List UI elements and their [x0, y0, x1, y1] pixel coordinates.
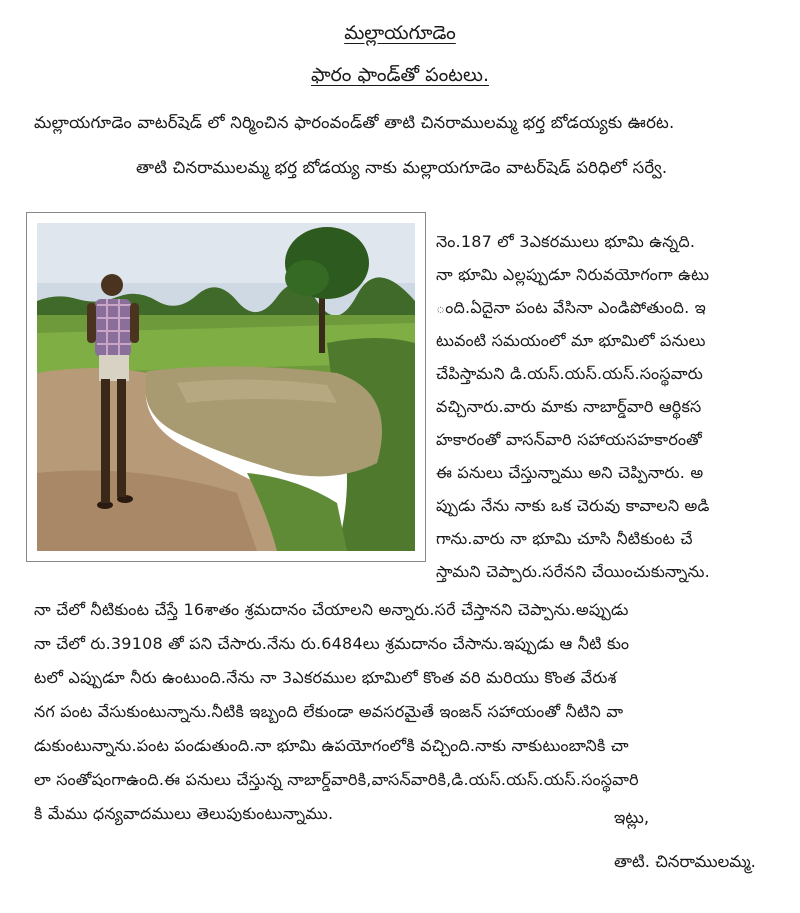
- intro-line: మల్లాయగూడెం వాటర్‌షెడ్ లో నిర్మించిన ఫారంవండ్‌తో తాటి చినరాములమ్మ భర్త బోడయ్యకు ఊరట.: [34, 113, 675, 132]
- body-line: లా సంతోషంగాఉంది.ఈ పనులు చేస్తున్న నాబార్డ్‌వారికి,వాసన్‌వారికి,డి.యస్.యస్.యస్.సంస్థవారి: [34, 770, 639, 789]
- document-subtitle: ఫారం ఫాండ్‌తో పంటలు.: [310, 64, 490, 86]
- side-line: చేపిస్తామని డి.యస్.యస్.యస్.సంస్థవారు: [436, 364, 703, 383]
- side-line: ంది.ఏదైనా పంట వేసినా ఎండిపోతుంది. ఇ: [436, 298, 706, 317]
- survey-line: తాటి చినరాములమ్మ భర్త బోడయ్య నాకు మల్లాయగూడెం వాటర్‌షెడ్ పరిధిలో సర్వే.: [136, 158, 668, 177]
- document-title: మల్లాయగూడెం: [344, 22, 456, 44]
- body-line: నా చేలో నీటికుంట చేస్తే 16శాతం శ్రమదానం చేయాలని అన్నారు.సరే చేస్తానని చెప్పాను.అప్పుడు: [34, 600, 629, 619]
- body-line: నా చేలో రు.39108 తో పని చేసారు.నేను రు.6484లు శ్రమదానం చేసాను.ఇప్పుడు ఆ నీటి కుం: [34, 634, 630, 653]
- body-line: డుకుంటున్నాను.పంట పండుతుంది.నా భూమి ఉపయోగంలోకి వచ్చింది.నాకు నాకుటుంబానికి చా: [34, 736, 629, 755]
- farm-pond-photo-illustration: [37, 223, 415, 551]
- side-line: గాను.వారు నా భూమి చూసి నీటికుంట చే: [436, 529, 693, 548]
- body-line: కి మేము ధన్యవాదములు తెలుపుకుంటున్నాము.: [34, 804, 334, 823]
- farm-pond-photo: [26, 212, 426, 562]
- side-line: ప్పుడు నేను నాకు ఒక చెరువు కావాలని అడి: [436, 496, 710, 515]
- side-line: టువంటి సమయంలో మా భూమిలో పనులు: [436, 331, 706, 350]
- side-line: నెం.187 లో 3ఎకరములు భూమి ఉన్నది.: [436, 232, 696, 251]
- side-line: నా భూమి ఎల్లప్పుడూ నిరువయోగంగా ఉటు: [436, 265, 710, 284]
- body-line: టలో ఎప్పుడూ నీరు ఉంటుంది.నేను నా 3ఎకరముల భూమిలో కొంత వరి మరియు కొంత వేరుశ: [34, 668, 617, 687]
- side-line: హకారంతో వాసన్‌వారి సహాయసహకారంతో: [436, 430, 702, 449]
- side-line: ఈ పనులు చేస్తున్నాము అని చెప్పినారు. అ: [436, 463, 704, 482]
- closing-text: ఇట్లు,: [614, 808, 650, 827]
- signature-text: తాటి. చినరాములమ్మ.: [614, 852, 756, 871]
- side-line: వచ్చినారు.వారు మాకు నాబార్డ్‌వారి ఆర్థికస: [436, 397, 702, 416]
- body-line: నగ పంట వేసుకుంటున్నాను.నీటికి ఇబ్బంది లేకుండా అవసరమైతే ఇంజన్ సహాయంతో నీటిని వా: [34, 702, 624, 721]
- side-line: స్తామని చెప్పారు.సరేనని చేయించుకున్నాను.: [436, 562, 710, 581]
